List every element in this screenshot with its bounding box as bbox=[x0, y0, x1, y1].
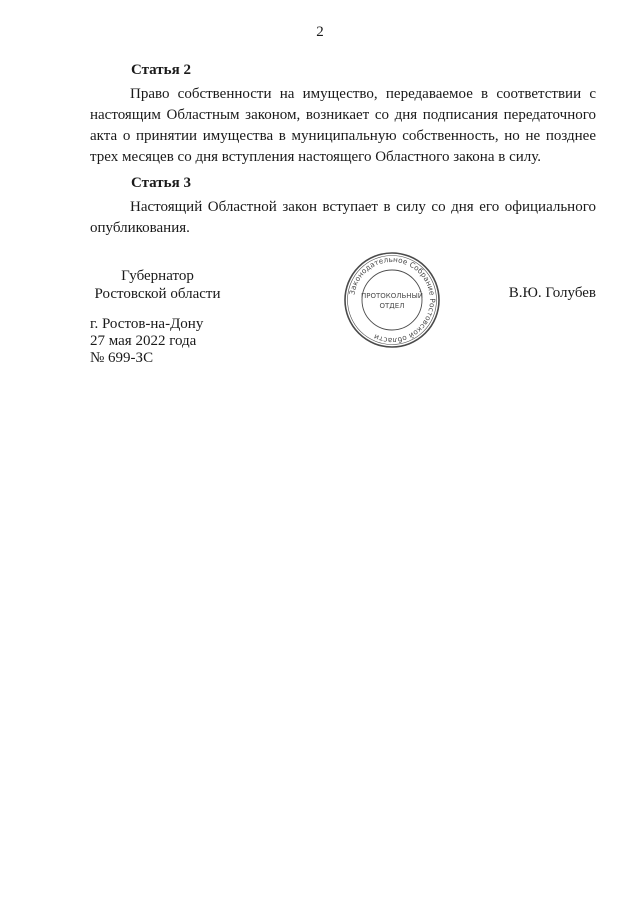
seal-graphic bbox=[342, 250, 442, 350]
seal-inner-ring bbox=[362, 270, 422, 330]
page-number: 2 bbox=[316, 24, 324, 40]
issue-number: № 699-ЗС bbox=[90, 350, 154, 366]
seal-outer-ring bbox=[345, 253, 439, 347]
article-2-title: Статья 2 bbox=[131, 62, 191, 78]
signer-position-line1: Губернатор bbox=[121, 268, 194, 284]
signer-position bbox=[90, 267, 225, 303]
issue-date: 27 мая 2022 года bbox=[90, 333, 197, 349]
article-3-title: Статья 3 bbox=[131, 175, 191, 191]
seal-inner-line2: ОТДЕЛ bbox=[379, 302, 405, 310]
seal-outer-text: Законодательное Собрание Ростовской области bbox=[347, 254, 438, 346]
article-3-body: Настоящий Областной закон вступает в силу со дня его официального опубликования. bbox=[90, 199, 596, 236]
official-seal bbox=[342, 250, 442, 350]
seal-inner-line1: ПРОТОКОЛЬНЫЙ bbox=[360, 292, 424, 300]
issue-details bbox=[90, 316, 203, 367]
article-2-body: Право собственности на имущество, передаваемое в соответствии с настоящим Областным законом, возникает со дня подписания передаточного акта о принятии имущества в муниципальную собственность, но не позднее трех месяцев со дня вступления настоящего Областного закона в силу. bbox=[90, 86, 596, 165]
issue-place: г. Ростов-на-Дону bbox=[90, 316, 204, 332]
signer-position-line2: Ростовской области bbox=[94, 286, 221, 302]
signer-name: В.Ю. Голубев bbox=[508, 285, 596, 301]
